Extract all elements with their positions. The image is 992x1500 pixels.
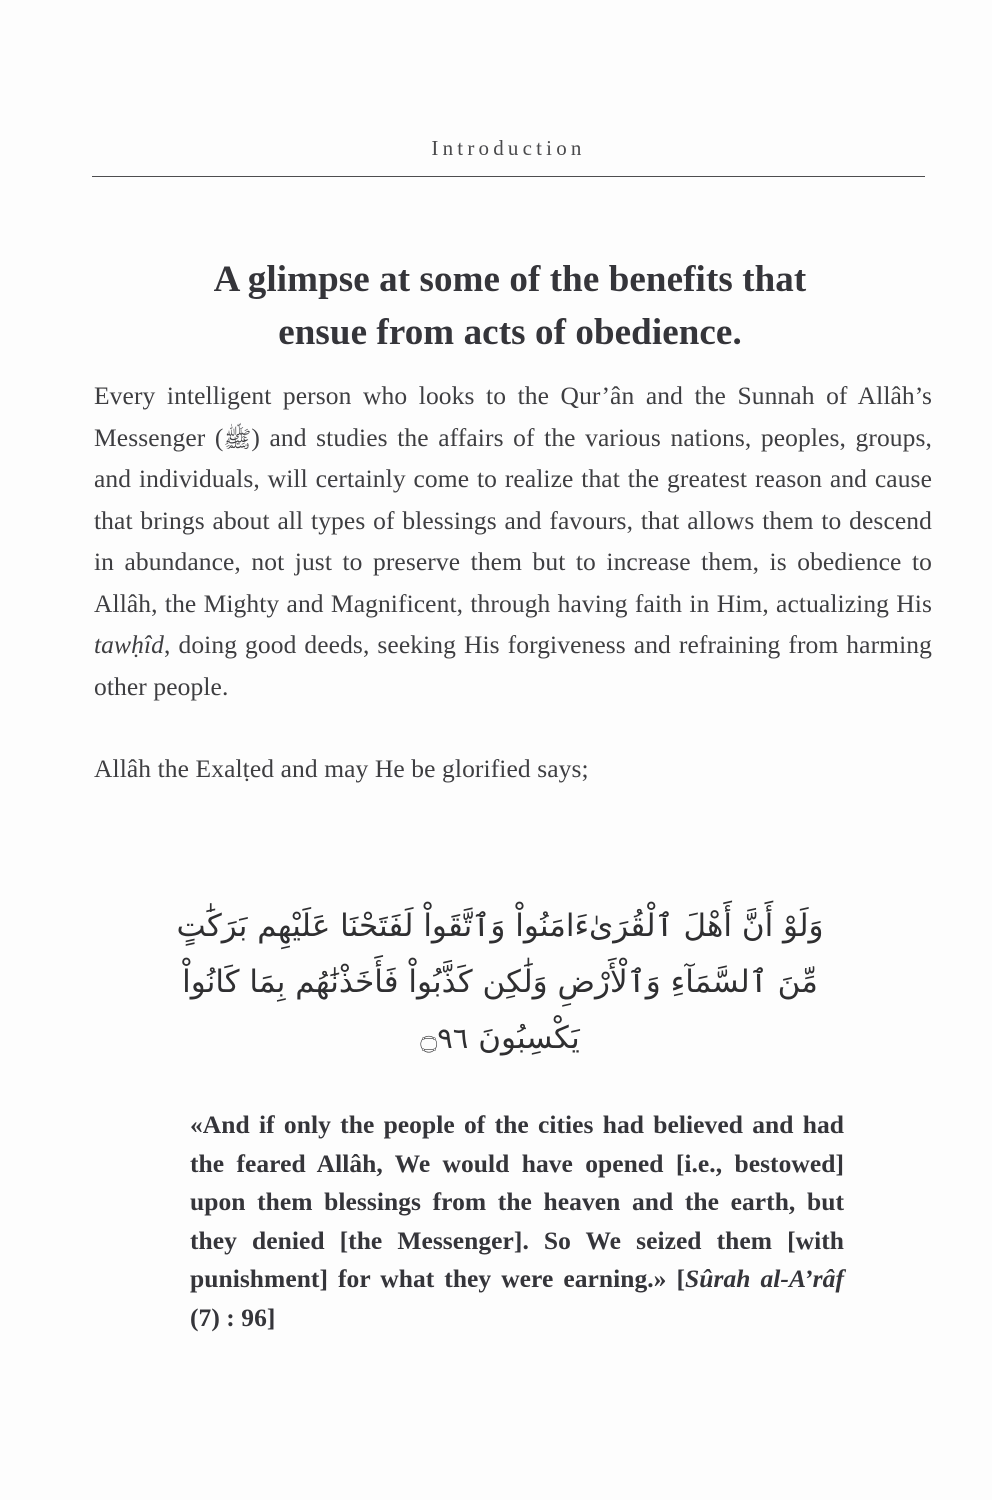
salawat-icon: ﷺ [223,426,252,452]
citation-surah-name: Sûrah al-A’râf [685,1264,844,1293]
paragraph-intro-part-2: ) and studies the affairs of the various nations, peoples, groups, and individuals, will certainly come to realize that the greatest reason and cause that brings about all types of blessings and favours, that allows them to descend in abundance, not just to preserve them but to increase them, is obedience to Allâh, the Mighty and Magnificent, through having faith in Him, actualizing His [94,422,932,618]
paragraph-intro [94,375,932,707]
ayah-line-2: مِّنَ ٱلسَّمَآءِ وَٱلْأَرْضِ وَلَٰكِن كَذَّبُواْ فَأَخَذْنَٰهُم بِمَا كَانُواْ [182,964,818,1000]
transliterated-term-tawhid: tawḥîd [94,630,165,659]
page-title [110,253,910,359]
quran-translation-block [190,1106,844,1337]
running-head: Introduction [431,136,586,160]
page-title-line-1: A glimpse at some of the benefits that [213,258,807,300]
citation-open-bracket: [ [676,1264,686,1293]
header-divider-rule [92,176,925,177]
paragraph-intro-part-1: Every intelligent person who looks to the Qur’ân and the Sunnah of Allâh’s Messenger ( [94,381,932,452]
ayah-line-3 [150,1010,850,1066]
ayah-line-1: وَلَوْ أَنَّ أَهْلَ ٱلْقُرَىٰءَامَنُواْ وَٱتَّقَواْ لَفَتَحْنَا عَلَيْهِم بَرَكَٰتٍ [176,908,824,944]
ayah-number-marker-icon: ۝٩٦ [420,1021,469,1055]
page-title-line-2: ensue from acts of obedience. [278,311,742,353]
quran-verse-arabic [150,898,850,1066]
body-column [94,375,932,790]
translation-quote-text: «And if only the people of the cities had believed and had the feared Allâh, We would have opened [i.e., bestowed] upon them blessings from the heaven and the earth, but they denied [the Messenger]. So We seized them [with punishment] for what they were earning.» [190,1110,844,1293]
ayah-line-3-text: يَكْسِبُونَ [478,1020,580,1056]
paragraph-allah-says: Allâh the Exalṭed and may He be glorified says; [94,754,589,783]
paragraph-intro-part-3: , doing good deeds, seeking His forgiveness and refraining from harming other people. [94,630,932,701]
citation-verse-reference: (7) : 96] [190,1302,276,1332]
